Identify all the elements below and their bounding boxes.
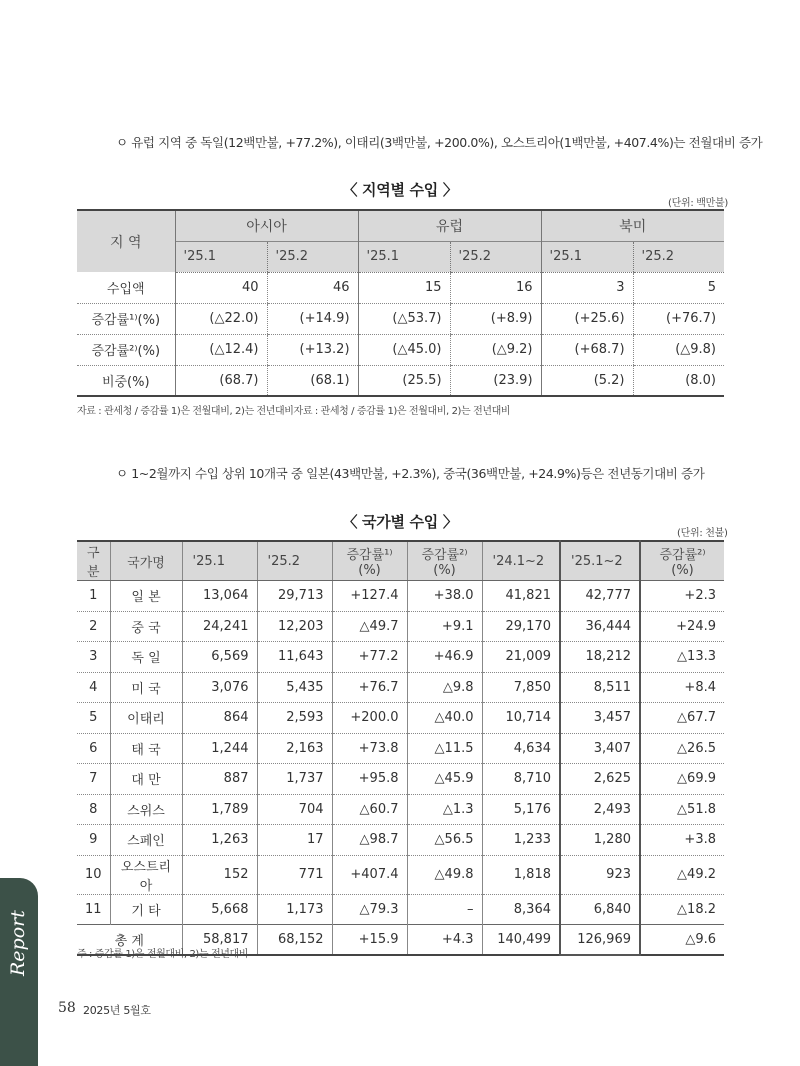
country-cell: 8,511 xyxy=(560,672,640,703)
country-name: 독 일 xyxy=(110,642,182,673)
page-number: 58 xyxy=(58,1000,76,1016)
regional-cell: 46 xyxy=(267,272,358,303)
total-cell: +4.3 xyxy=(407,925,482,956)
country-cell: △79.3 xyxy=(332,894,407,925)
country-cell: △98.7 xyxy=(332,825,407,856)
country-cell: 5,435 xyxy=(257,672,332,703)
country-cell: 1,789 xyxy=(182,794,257,825)
country-name: 일 본 xyxy=(110,581,182,612)
table-row xyxy=(77,703,724,734)
country-cell: 3,076 xyxy=(182,672,257,703)
period-header: '25.2 xyxy=(267,241,358,272)
country-cell: 8,364 xyxy=(482,894,560,925)
total-cell: 140,499 xyxy=(482,925,560,956)
country-cell: △56.5 xyxy=(407,825,482,856)
country-cell: △9.8 xyxy=(407,672,482,703)
regional-cell: (△12.4) xyxy=(175,334,267,365)
country-cell: △69.9 xyxy=(640,764,724,795)
country-cell: 29,713 xyxy=(257,581,332,612)
country-cell: △40.0 xyxy=(407,703,482,734)
regional-cell: (+25.6) xyxy=(541,303,633,334)
header-rate-yoy: 증감률²⁾(%) xyxy=(640,541,724,581)
country-cell: 3,457 xyxy=(560,703,640,734)
header-25-1: '25.1 xyxy=(182,541,257,581)
country-cell: 11,643 xyxy=(257,642,332,673)
regional-cell: (△45.0) xyxy=(358,334,450,365)
total-cell: 68,152 xyxy=(257,925,332,956)
regional-cell: (+76.7) xyxy=(633,303,724,334)
country-cell: 41,821 xyxy=(482,581,560,612)
total-label: 총 계 xyxy=(77,925,182,956)
row-number: 2 xyxy=(77,611,110,642)
regional-cell: 40 xyxy=(175,272,267,303)
country-cell: 1,818 xyxy=(482,855,560,894)
country-cell: +76.7 xyxy=(332,672,407,703)
country-footnote: 주 : 증감률 1)은 전월대비, 2)는 전년대비 xyxy=(77,949,248,960)
country-cell: 5,176 xyxy=(482,794,560,825)
country-cell: 771 xyxy=(257,855,332,894)
regional-row xyxy=(77,365,724,396)
table-row xyxy=(77,855,724,894)
country-cell: 1,244 xyxy=(182,733,257,764)
country-cell: +24.9 xyxy=(640,611,724,642)
period-header: '25.1 xyxy=(358,241,450,272)
regional-cell: (23.9) xyxy=(450,365,541,396)
regional-cell: (△53.7) xyxy=(358,303,450,334)
country-cell: 17 xyxy=(257,825,332,856)
table-row xyxy=(77,581,724,612)
period-header: '25.2 xyxy=(450,241,541,272)
country-cell: △49.2 xyxy=(640,855,724,894)
regional-row xyxy=(77,334,724,365)
country-cell: +38.0 xyxy=(407,581,482,612)
header-rate-1: 증감률¹⁾(%) xyxy=(332,541,407,581)
regional-cell: (+68.7) xyxy=(541,334,633,365)
country-cell: +200.0 xyxy=(332,703,407,734)
country-cell: 13,064 xyxy=(182,581,257,612)
country-cell: +95.8 xyxy=(332,764,407,795)
regional-cell: (△22.0) xyxy=(175,303,267,334)
country-cell: 1,263 xyxy=(182,825,257,856)
country-cell: +46.9 xyxy=(407,642,482,673)
country-cell: 864 xyxy=(182,703,257,734)
bullet-text-top10: ㅇ 1~2월까지 수입 상위 10개국 중 일본(43백만불, +2.3%), 중국(36백만불, +24.9%)등은 전년동기대비 증가 xyxy=(116,466,705,481)
country-cell: 7,850 xyxy=(482,672,560,703)
country-cell: 1,737 xyxy=(257,764,332,795)
period-header: '25.2 xyxy=(633,241,724,272)
country-cell: 6,840 xyxy=(560,894,640,925)
country-cell: 1,233 xyxy=(482,825,560,856)
table-row xyxy=(77,642,724,673)
row-number: 1 xyxy=(77,581,110,612)
country-cell: 2,163 xyxy=(257,733,332,764)
regional-cell: (5.2) xyxy=(541,365,633,396)
total-cell: 58,817 xyxy=(182,925,257,956)
country-name: 중 국 xyxy=(110,611,182,642)
row-number: 8 xyxy=(77,794,110,825)
country-cell: +9.1 xyxy=(407,611,482,642)
country-cell: +407.4 xyxy=(332,855,407,894)
country-name: 대 만 xyxy=(110,764,182,795)
country-cell: 2,593 xyxy=(257,703,332,734)
country-cell: △26.5 xyxy=(640,733,724,764)
row-number: 3 xyxy=(77,642,110,673)
country-cell: +127.4 xyxy=(332,581,407,612)
region-header-europe: 유럽 xyxy=(358,210,541,241)
country-cell: +2.3 xyxy=(640,581,724,612)
regional-cell: 5 xyxy=(633,272,724,303)
header-rate-2: 증감률²⁾(%) xyxy=(407,541,482,581)
row-number: 9 xyxy=(77,825,110,856)
country-cell: – xyxy=(407,894,482,925)
country-cell: △67.7 xyxy=(640,703,724,734)
regional-cell: 16 xyxy=(450,272,541,303)
country-cell: 3,407 xyxy=(560,733,640,764)
country-cell: △13.3 xyxy=(640,642,724,673)
table-row xyxy=(77,894,724,925)
regional-cell: (25.5) xyxy=(358,365,450,396)
country-name: 스위스 xyxy=(110,794,182,825)
regional-import-table xyxy=(77,209,724,397)
regional-row xyxy=(77,303,724,334)
regional-cell: (+13.2) xyxy=(267,334,358,365)
country-cell: 1,280 xyxy=(560,825,640,856)
country-cell: 10,714 xyxy=(482,703,560,734)
regional-row-label: 비중(%) xyxy=(101,374,150,390)
regional-cell: (+8.9) xyxy=(450,303,541,334)
country-name: 이태리 xyxy=(110,703,182,734)
country-cell: △49.7 xyxy=(332,611,407,642)
country-cell: 1,173 xyxy=(257,894,332,925)
header-no: 구분 xyxy=(77,541,110,581)
country-cell: 36,444 xyxy=(560,611,640,642)
country-cell: 29,170 xyxy=(482,611,560,642)
section-tab-label: Report xyxy=(7,910,29,976)
country-cell: △11.5 xyxy=(407,733,482,764)
country-name: 미 국 xyxy=(110,672,182,703)
regional-cell: (△9.2) xyxy=(450,334,541,365)
country-cell: +8.4 xyxy=(640,672,724,703)
country-cell: +3.8 xyxy=(640,825,724,856)
country-table-title: 〈 국가별 수입 〉 xyxy=(342,513,458,531)
issue-label: 2025년 5월호 xyxy=(83,1004,151,1017)
country-cell: +73.8 xyxy=(332,733,407,764)
country-cell: 887 xyxy=(182,764,257,795)
country-cell: 6,569 xyxy=(182,642,257,673)
regional-cell: (+14.9) xyxy=(267,303,358,334)
country-name: 기 타 xyxy=(110,894,182,925)
regional-cell: 3 xyxy=(541,272,633,303)
country-name: 오스트리아 xyxy=(110,855,182,894)
country-cell: +77.2 xyxy=(332,642,407,673)
regional-row-label: 증감률²⁾(%) xyxy=(77,334,175,365)
country-cell: 2,493 xyxy=(560,794,640,825)
country-cell: △18.2 xyxy=(640,894,724,925)
country-cell: △1.3 xyxy=(407,794,482,825)
region-corner-header: 지 역 xyxy=(77,210,175,272)
country-cell: 24,241 xyxy=(182,611,257,642)
country-unit: (단위: 천불) xyxy=(677,528,728,539)
country-cell: 704 xyxy=(257,794,332,825)
country-cell: 8,710 xyxy=(482,764,560,795)
regional-table-title: 〈 지역별 수입 〉 xyxy=(342,181,458,199)
country-cell: 4,634 xyxy=(482,733,560,764)
table-row xyxy=(77,611,724,642)
country-name: 태 국 xyxy=(110,733,182,764)
row-number: 11 xyxy=(77,894,110,925)
total-cell: +15.9 xyxy=(332,925,407,956)
regional-cell: (68.1) xyxy=(267,365,358,396)
country-cell: 152 xyxy=(182,855,257,894)
country-name: 스페인 xyxy=(110,825,182,856)
regional-cell: (△9.8) xyxy=(633,334,724,365)
header-country: 국가명 xyxy=(110,541,182,581)
country-cell: △49.8 xyxy=(407,855,482,894)
table-row xyxy=(77,825,724,856)
country-cell: 21,009 xyxy=(482,642,560,673)
bullet-text-europe: ㅇ 유럽 지역 중 독일(12백만불, +77.2%), 이태리(3백만불, +200.0%), 오스트리아(1백만불, +407.4%)는 전월대비 증가 xyxy=(116,135,763,150)
country-cell: △51.8 xyxy=(640,794,724,825)
table-row xyxy=(77,672,724,703)
regional-row-label: 증감률¹⁾(%) xyxy=(77,303,175,334)
table-row xyxy=(77,733,724,764)
header-25-1-2: '25.1~2 xyxy=(560,541,640,581)
region-header-north-america: 북미 xyxy=(541,210,724,241)
regional-cell: (8.0) xyxy=(633,365,724,396)
country-cell: 42,777 xyxy=(560,581,640,612)
header-24-1-2: '24.1~2 xyxy=(482,541,560,581)
regional-cell: 15 xyxy=(358,272,450,303)
table-row xyxy=(77,764,724,795)
total-cell: △9.6 xyxy=(640,925,724,956)
country-cell: 12,203 xyxy=(257,611,332,642)
row-number: 5 xyxy=(77,703,110,734)
header-25-2: '25.2 xyxy=(257,541,332,581)
regional-cell: (68.7) xyxy=(175,365,267,396)
country-cell: △45.9 xyxy=(407,764,482,795)
regional-unit: (단위: 백만불) xyxy=(668,198,728,209)
regional-row xyxy=(77,272,724,303)
country-cell: 2,625 xyxy=(560,764,640,795)
region-header-asia: 아시아 xyxy=(175,210,358,241)
row-number: 4 xyxy=(77,672,110,703)
total-cell: 126,969 xyxy=(560,925,640,956)
row-number: 10 xyxy=(77,855,110,894)
regional-source-note: 자료 : 관세청 / 증감률 1)은 전월대비, 2)는 전년대비자료 : 관세청 / 증감률 1)은 전월대비, 2)는 전년대비 xyxy=(77,406,511,417)
table-row xyxy=(77,794,724,825)
row-number: 6 xyxy=(77,733,110,764)
row-number: 7 xyxy=(77,764,110,795)
country-cell: 5,668 xyxy=(182,894,257,925)
regional-row-label: 수입액 xyxy=(77,272,175,303)
country-cell: △60.7 xyxy=(332,794,407,825)
period-header: '25.1 xyxy=(175,241,267,272)
country-cell: 923 xyxy=(560,855,640,894)
country-cell: 18,212 xyxy=(560,642,640,673)
country-import-table xyxy=(77,540,724,956)
period-header: '25.1 xyxy=(541,241,633,272)
